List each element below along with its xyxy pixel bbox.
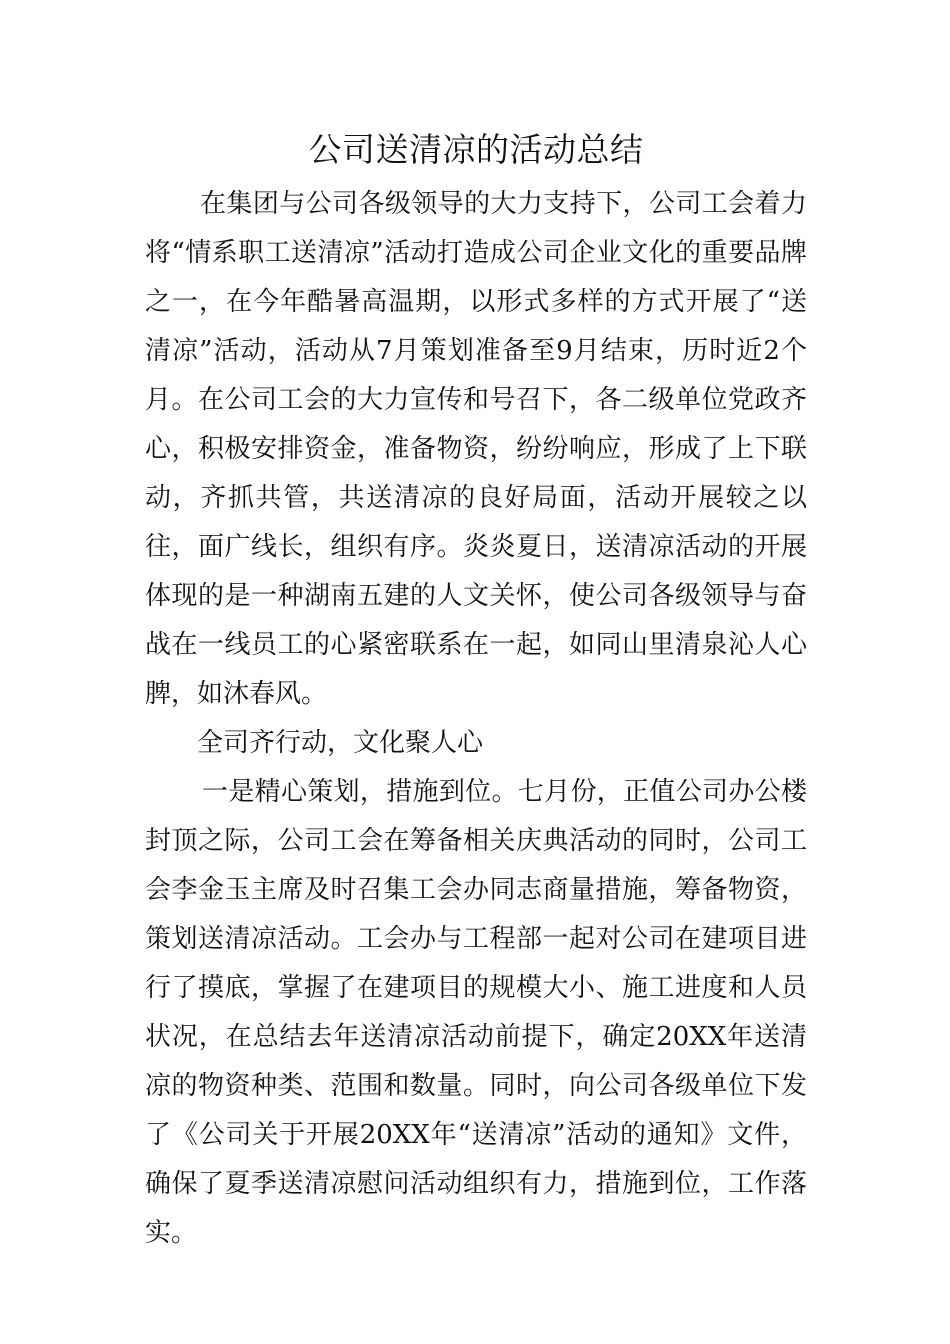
section-heading: 全司齐行动，文化聚人心 — [197, 728, 484, 758]
paragraph-intro: 在集团与公司各级领导的大力支持下，公司工会着力将“情系职工送清凉”活动打造成公司企业文化的重要品牌之一，在今年酷暑高温期，以形式多样的方式开展了“送清凉”活动，活动从7月策划准备至9月结束，历时近2个月。在公司工会的大力宣传和号召下，各二级单位党政齐心，积极安排资金，准备物资，纷纷响应，形成了上下联动，齐抓共管，共送清凉的良好局面，活动开展较之以往，面广线长，组织有序。炎炎夏日，送清凉活动的开展体现的是一种湖南五建的人文关怀，使公司各级领导与奋战在一线员工的心紧密联系在一起，如同山里清泉沁人心脾，如沐春风。 — [145, 189, 807, 709]
document-title: 公司送清凉的活动总结 — [308, 130, 644, 169]
document-page — [145, 128, 807, 1258]
paragraph-planning: 一是精心策划，措施到位。七月份，正值公司办公楼封顶之际，公司工会在筹备相关庆典活动的同时，公司工会李金玉主席及时召集工会办同志商量措施，筹备物资，策划送清凉活动。工会办与工程部一起对公司在建项目进行了摸底，掌握了在建项目的规模大小、施工进度和人员状况，在总结去年送清凉活动前提下，确定20XX年送清凉的物资种类、范围和数量。同时，向公司各级单位下发了《公司关于开展20XX年“送清凉”活动的通知》文件，确保了夏季送清凉慰问活动组织有力，措施到位，工作落实。 — [145, 777, 807, 1248]
